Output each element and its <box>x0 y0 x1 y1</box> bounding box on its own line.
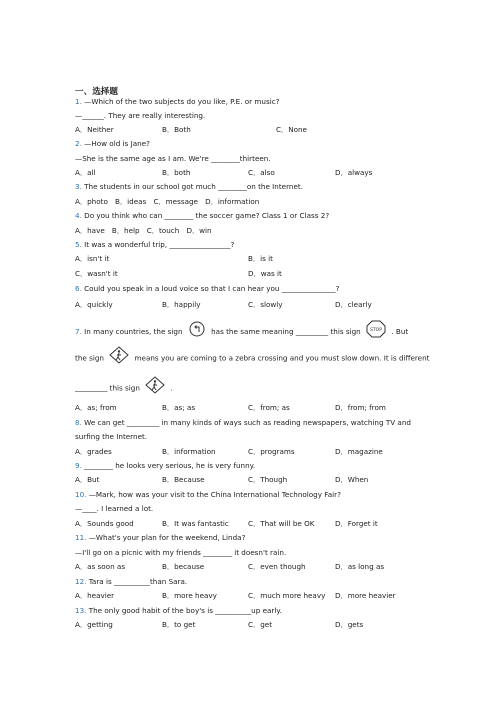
question-text: —____. I learned a lot. <box>75 504 154 513</box>
option-c[interactable]: C．slowly <box>248 300 283 309</box>
option-a[interactable]: A．getting <box>75 620 113 629</box>
question-text: —Which of the two subjects do you like, P.E. or music? <box>84 97 280 106</box>
option-d[interactable]: D．more heavier <box>335 591 396 600</box>
option-d[interactable]: D．gets <box>335 620 364 629</box>
question-10 <box>75 490 341 500</box>
question-text: —______. They are really interesting. <box>75 111 206 120</box>
question-text: In many countries, the sign <box>84 327 183 336</box>
option-c[interactable]: C．get <box>248 620 273 629</box>
options-inline[interactable]: A．have B．help C．touch D．win <box>75 226 212 235</box>
question-text: The only good habit of the boy's is __________up early. <box>88 606 282 615</box>
pedestrian-crossing-sign-icon <box>109 346 129 371</box>
option-a[interactable]: A．all <box>75 168 96 177</box>
option-d[interactable]: D．as long as <box>335 562 385 571</box>
question-1 <box>75 97 279 107</box>
question-text: —I'll go on a picnic with my friends ________ it doesn't rain. <box>75 548 287 557</box>
option-c[interactable]: C．from; as <box>248 403 290 412</box>
no-left-turn-sign-icon <box>188 321 206 343</box>
question-text-line <box>75 346 429 371</box>
question-number: 8. <box>75 418 82 427</box>
pedestrian-crossing-sign-icon <box>145 376 165 401</box>
question-text: —She is the same age as I am. We're ________thirteen. <box>75 154 271 163</box>
stop-sign-icon <box>366 320 386 344</box>
option-a[interactable]: A．Neither <box>75 125 114 134</box>
option-b[interactable]: B．because <box>162 562 205 571</box>
question-9 <box>75 461 255 471</box>
question-text: means you are coming to a zebra crossing and you must slow down. It is different <box>134 353 430 363</box>
option-c[interactable]: C．even though <box>248 562 306 571</box>
question-6 <box>75 284 339 294</box>
question-number: 5. <box>75 240 82 249</box>
option-c[interactable]: C．programs <box>248 447 295 456</box>
question-text: ________ he looks very serious, he is very funny. <box>84 461 256 470</box>
question-3 <box>75 182 303 192</box>
question-number: 1. <box>75 97 82 106</box>
option-b[interactable]: B．Because <box>162 475 205 484</box>
question-text: _________ this sign <box>75 383 140 393</box>
question-text: —Mark, how was your visit to the China International Technology Fair? <box>88 490 341 499</box>
question-text: Do you think who can ________ the soccer game? Class 1 or Class 2? <box>84 211 330 220</box>
question-text: Could you speak in a loud voice so that I can hear you _______________? <box>84 284 340 293</box>
question-text: It was a wonderful trip, _________________? <box>84 240 235 249</box>
option-b[interactable]: B．as; as <box>162 403 196 412</box>
option-b[interactable]: B．happily <box>162 300 201 309</box>
question-text: surfing the Internet. <box>75 432 148 441</box>
option-a[interactable]: A．isn't it <box>75 254 110 263</box>
question-number: 6. <box>75 284 82 293</box>
question-7 <box>75 320 408 344</box>
section-heading: 一、选择题 <box>75 87 118 97</box>
question-text: the sign <box>75 353 104 363</box>
question-number: 13. <box>75 606 87 615</box>
question-number: 9. <box>75 461 82 470</box>
option-c[interactable]: C．much more heavy <box>248 591 326 600</box>
question-text: The students in our school got much ________on the Internet. <box>84 182 303 191</box>
option-c[interactable]: C．wasn't it <box>75 269 118 278</box>
option-d[interactable]: D．from; from <box>335 403 386 412</box>
option-d[interactable]: D．When <box>335 475 369 484</box>
question-text: We can get _________ in many kinds of ways such as reading newspapers, watching TV and <box>84 418 411 427</box>
question-5 <box>75 240 234 250</box>
question-text: Tara is __________than Sara. <box>88 577 188 586</box>
option-d[interactable]: D．magazine <box>335 447 383 456</box>
question-text: . But <box>391 327 409 336</box>
options-inline[interactable]: A．photo B．ideas C．message D．information <box>75 197 260 206</box>
option-c[interactable]: C．That will be OK <box>248 519 315 528</box>
option-b[interactable]: B．both <box>162 168 191 177</box>
question-4 <box>75 211 329 221</box>
option-b[interactable]: B．It was fantastic <box>162 519 229 528</box>
question-number: 12. <box>75 577 87 586</box>
question-8 <box>75 418 411 428</box>
option-c[interactable]: C．Though <box>248 475 288 484</box>
question-number: 4. <box>75 211 82 220</box>
option-d[interactable]: D．Forget it <box>335 519 378 528</box>
question-12 <box>75 577 187 587</box>
question-number: 10. <box>75 490 87 499</box>
question-text: —How old is Jane? <box>84 139 150 148</box>
option-a[interactable]: A．quickly <box>75 300 113 309</box>
question-text: —What's your plan for the weekend, Linda? <box>88 533 246 542</box>
option-b[interactable]: B．information <box>162 447 216 456</box>
option-b[interactable]: B．is it <box>248 254 273 263</box>
question-13 <box>75 606 282 616</box>
option-d[interactable]: D．clearly <box>335 300 372 309</box>
option-a[interactable]: A．as; from <box>75 403 117 412</box>
question-11 <box>75 533 245 543</box>
stop-sign-label: STOP <box>370 328 382 333</box>
option-a[interactable]: A．grades <box>75 447 112 456</box>
option-a[interactable]: A．as soon as <box>75 562 126 571</box>
option-a[interactable]: A．heavier <box>75 591 115 600</box>
question-number: 2. <box>75 139 82 148</box>
option-b[interactable]: B．to get <box>162 620 196 629</box>
question-text: has the same meaning _________ this sign <box>211 327 361 336</box>
option-d[interactable]: D．was it <box>248 269 282 278</box>
question-number: 11. <box>75 533 87 542</box>
question-number: 7. <box>75 327 82 336</box>
question-text: . <box>170 383 173 393</box>
option-d[interactable]: D．always <box>335 168 373 177</box>
option-a[interactable]: A．But <box>75 475 100 484</box>
option-b[interactable]: B．Both <box>162 125 191 134</box>
option-a[interactable]: A．Sounds good <box>75 519 134 528</box>
option-b[interactable]: B．more heavy <box>162 591 217 600</box>
option-c[interactable]: C．None <box>276 125 307 134</box>
option-c[interactable]: C．also <box>248 168 275 177</box>
question-number: 3. <box>75 182 82 191</box>
question-2 <box>75 139 150 149</box>
question-text-line <box>75 376 173 401</box>
